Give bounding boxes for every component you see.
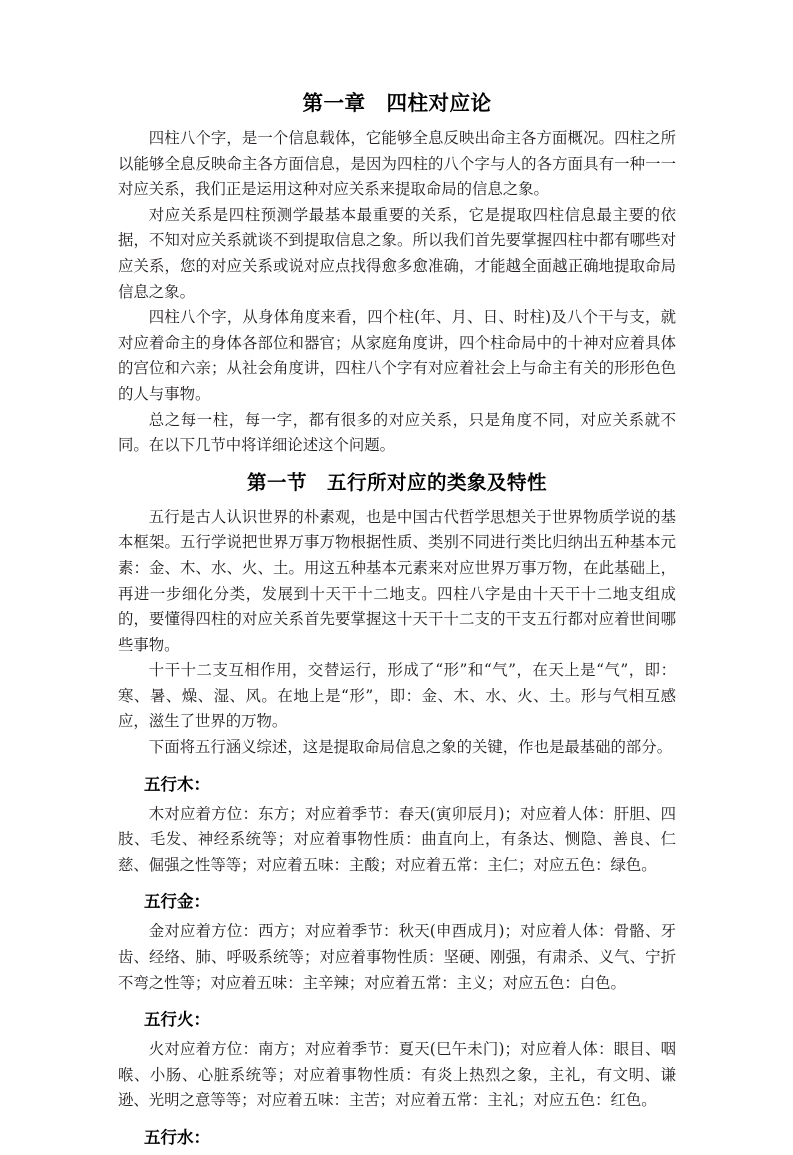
subheading-wuxing-wood: 五行木：	[144, 774, 210, 794]
subheading-wuxing-metal: 五行金：	[144, 892, 210, 912]
paragraph-wuxing-3: 下面将五行涵义综述，这是提取命局信息之象的关键，作也是最基础的部分。	[148, 738, 673, 757]
paragraph-wuxing-2: 十干十二支互相作用，交替运行，形成了“形”和“气”，在天上是“气”，即：寒、暑、燥、湿、风。在地上是“形”，即：金、木、水、火、土。形与气相互感应，滋生了世界的万物。	[118, 661, 676, 731]
paragraph-intro-2: 对应关系是四柱预测学最基本最重要的关系，它是提取四柱信息最主要的依据，不知对应关系就谈不到提取信息之象。所以我们首先要掌握四柱中都有哪些对应关系，您的对应关系或说对应点找得愈多愈准确，才能越全面越正确地提取命局信息之象。	[118, 205, 676, 301]
paragraph-intro-1: 四柱八个字，是一个信息载体，它能够全息反映出命主各方面概况。四柱之所以能够全息反映命主各方面信息，是因为四柱的八个字与人的各方面具有一种一一对应关系，我们正是运用这种对应关系来提取命局的信息之象。	[118, 129, 676, 199]
section-title: 第一节 五行所对应的类象及特性	[246, 470, 547, 494]
page-content	[118, 88, 676, 1155]
subheading-wuxing-water: 五行水：	[144, 1128, 210, 1147]
paragraph-intro-4: 总之每一柱，每一字，都有很多的对应关系，只是角度不同，对应关系就不同。在以下几节中将详细论述这个问题。	[118, 410, 676, 455]
chapter-title: 第一章 四柱对应论	[302, 91, 492, 115]
paragraph-wuxing-metal: 金对应着方位：西方；对应着季节：秋天(申酉成月)；对应着人体：骨骼、牙齿、经络、肺、呼吸系统等；对应着事物性质：坚硬、刚强，有肃杀、义气、宁折不弯之性等；对应着五味：主辛辣；对应着五常：主义；对应五色：白色。	[118, 922, 676, 992]
subheading-wuxing-fire: 五行火：	[144, 1010, 210, 1030]
paragraph-intro-3: 四柱八个字，从身体角度来看，四个柱(年、月、日、时柱)及八个干与支，就对应着命主的身体各部位和器官；从家庭角度讲，四个柱命局中的十神对应着具体的宫位和六亲；从社会角度讲，四柱八个字有对应着社会上与命主有关的形形色色的人与事物。	[118, 308, 676, 403]
paragraph-wuxing-wood: 木对应着方位：东方；对应着季节：春天(寅卯辰月)；对应着人体：肝胆、四肢、毛发、神经系统等；对应着事物性质：曲直向上，有条达、恻隐、善良、仁慈、倔强之性等等；对应着五味：主酸；对应着五常：主仁；对应五色：绿色。	[118, 804, 676, 874]
paragraph-wuxing-fire: 火对应着方位：南方；对应着季节：夏天(巳午未门)；对应着人体：眼目、咽喉、小肠、心脏系统等；对应着事物性质：有炎上热烈之象，主礼，有文明、谦逊、光明之意等等；对应着五味：主苦；对应着五常：主礼；对应五色：红色。	[118, 1040, 676, 1110]
paragraph-wuxing-1: 五行是古人认识世界的朴素观，也是中国古代哲学思想关于世界物质学说的基本框架。五行学说把世界万事万物根据性质、类别不同进行类比归纳出五种基本元素：金、木、水、火、土。用这五种基本元素来对应世界万事万物，在此基础上，再进一步细化分类，发展到十天干十二地支。四柱八字是由十天干十二地支组成的，要懂得四柱的对应关系首先要掌握这十天干十二支的干支五行都对应着世间哪些事物。	[118, 507, 676, 654]
